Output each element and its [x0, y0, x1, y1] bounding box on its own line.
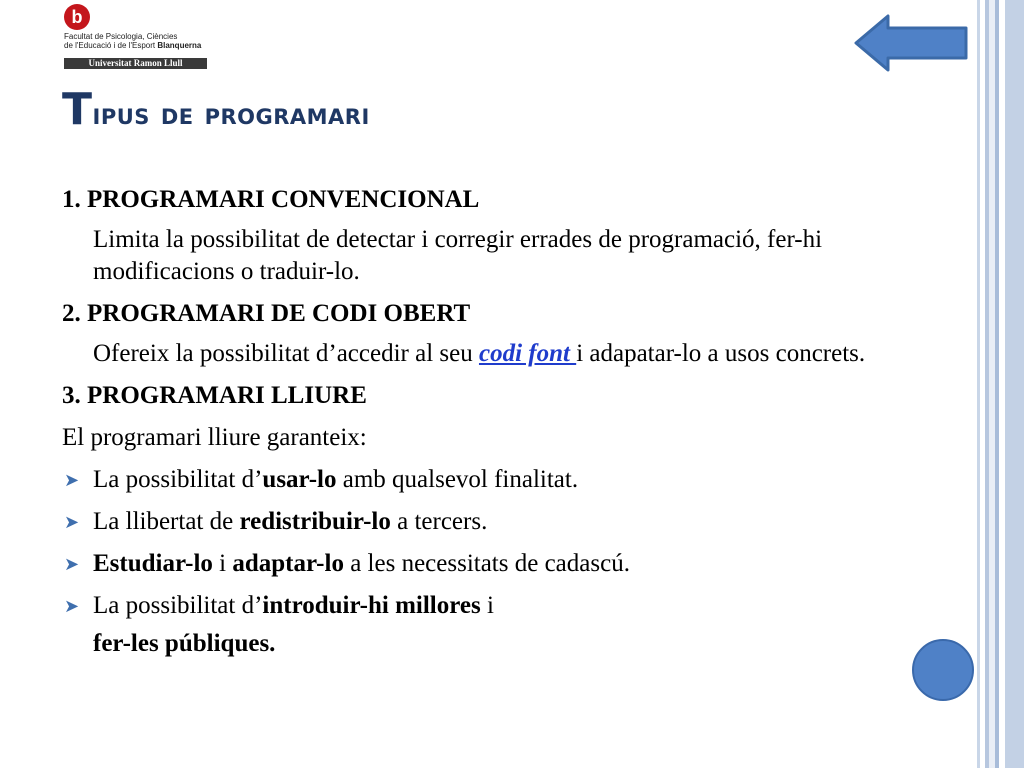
bullet-use: ➤ La possibilitat d’usar-lo amb qualsevol finalitat. — [62, 464, 882, 496]
slide-title: Tipus de programari — [62, 84, 370, 135]
heading-open-source: 2. PROGRAMARI DE CODI OBERT — [62, 300, 471, 327]
bullet-redistribute: ➤ La llibertat de redistribuir-lo a tercers. — [62, 506, 882, 538]
slide-right-border — [977, 0, 1024, 768]
free-software-intro: El programari lliure garanteix: — [62, 424, 367, 451]
desc-conventional: Limita la possibilitat de detectar i corregir errades de programació, fer-hi modificacions o traduir-lo. — [93, 226, 823, 285]
bullet-improve-continuation: fer-les públiques. — [93, 630, 276, 657]
back-arrow-icon[interactable] — [852, 12, 970, 74]
blanquerna-logo-mark: b — [64, 4, 90, 30]
slide-content — [62, 184, 882, 670]
chevron-right-icon: ➤ — [64, 554, 80, 574]
logo-line-2: de l'Educació i de l'Esport Blanquerna — [64, 41, 202, 50]
logo-line-1: Facultat de Psicologia, Ciències — [64, 32, 178, 41]
heading-free-software: 3. PROGRAMARI LLIURE — [62, 382, 367, 409]
codi-font-link[interactable]: codi font — [478, 340, 577, 367]
logo-text — [64, 32, 209, 50]
chevron-right-icon: ➤ — [64, 470, 80, 490]
desc-open-source: Ofereix la possibilitat d’accedir al seu codi font i adapatar-lo a usos concrets. — [93, 340, 866, 367]
heading-conventional: 1. PROGRAMARI CONVENCIONAL — [62, 186, 480, 213]
circle-nav-button[interactable] — [912, 639, 974, 701]
chevron-right-icon: ➤ — [64, 596, 80, 616]
bullet-study-adapt: ➤ Estudiar-lo i adaptar-lo a les necessitats de cadascú. — [62, 548, 882, 580]
logo-university-bar: Universitat Ramon Llull — [64, 58, 207, 69]
bullet-improve: ➤ La possibilitat d’introduir-hi millores i — [62, 590, 882, 622]
university-logo — [64, 2, 209, 69]
chevron-right-icon: ➤ — [64, 512, 80, 532]
